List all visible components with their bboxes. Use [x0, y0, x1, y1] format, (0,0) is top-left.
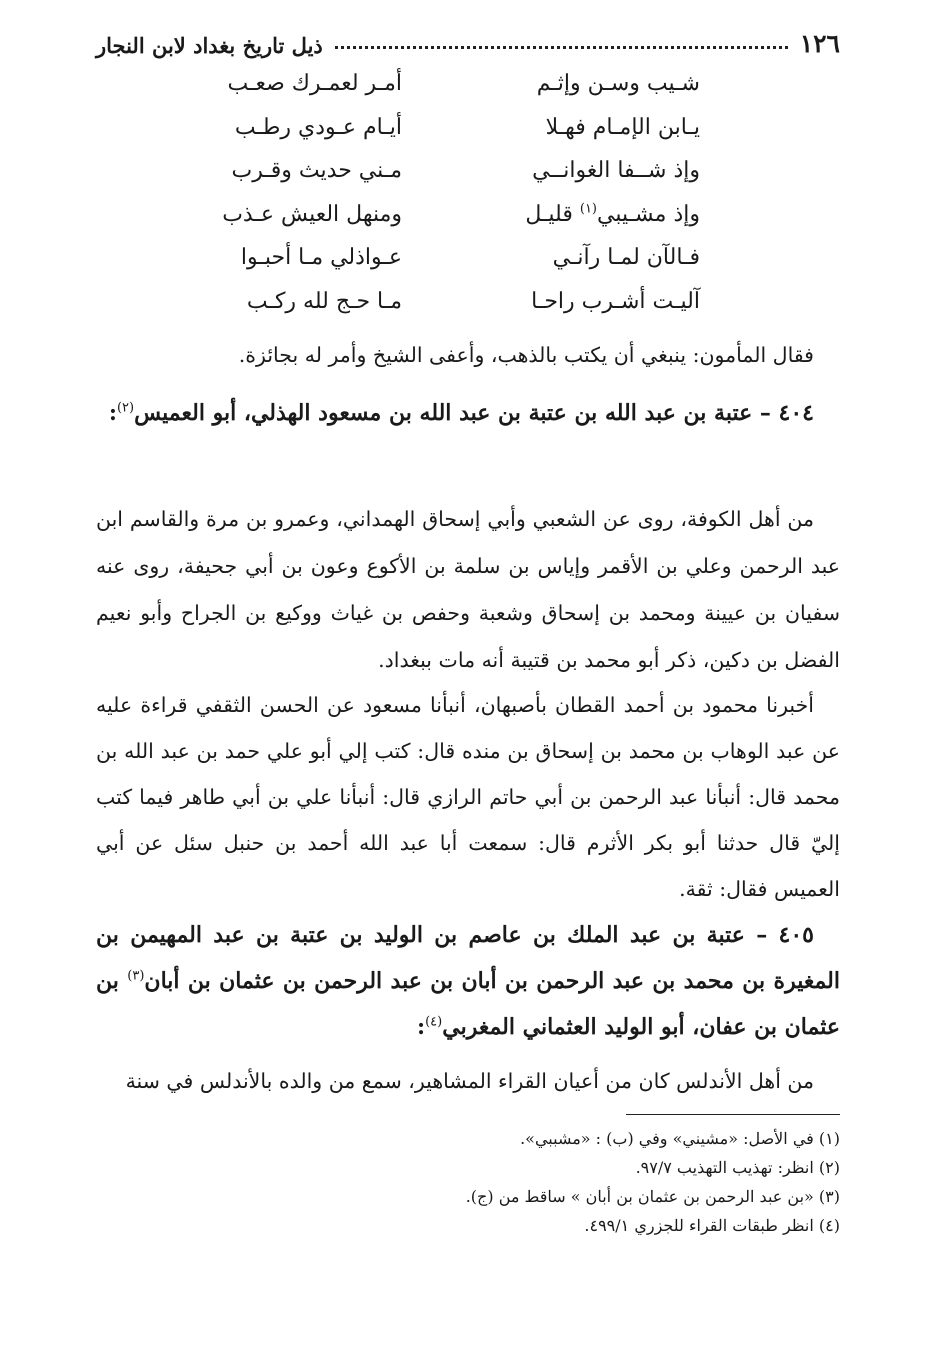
footnote: (٢) انظر: تهذيب التهذيب ٩٧/٧. [635, 1158, 840, 1177]
entry-heading-text: ٤٠٥ – عتبة بن عبد الملك بن عاصم بن الوليد بن عتبة بن عبد المهيمن بن المغيرة بن محمد بن عبد الرحمن بن أبان بن عبد الرحمن بن عثمان بن أبان [96, 922, 840, 994]
footnote-ref: (٤) [425, 1014, 443, 1030]
paragraph: فقال المأمون: ينبغي أن يكتب بالذهب، وأعفى الشيخ وأمر له بجائزة. [238, 343, 814, 367]
verse-second-hemistich: مـا حـج لله ركـب [246, 288, 402, 314]
poem [160, 62, 700, 323]
running-title: ذيل تاريخ بغداد لابن النجار [96, 33, 323, 58]
footnote-separator [626, 1114, 840, 1115]
verse-first-hemistich: شـيب وسـن وإثـم [536, 71, 700, 97]
verse-second-hemistich: أمـر لعمـرك صعـب [227, 71, 402, 97]
footnotes [96, 1124, 840, 1240]
verse-first-hemistich: وإذ شــفا الغوانــي [532, 158, 700, 184]
heading-colon: : [416, 1014, 426, 1040]
verse-first-hemistich: يـابن الإمـام فهـلا [545, 114, 700, 140]
poem-verse [160, 193, 700, 237]
verse-first-hemistich [462, 202, 700, 227]
entry-405-body [96, 1058, 840, 1104]
entry-heading [96, 390, 840, 436]
footnote-ref: (١) [579, 201, 597, 217]
entry-404-body [96, 496, 840, 684]
verse-second-hemistich: ومنهل العيش عـذب [222, 201, 402, 227]
entry-405 [96, 912, 840, 1050]
verse-first-hemistich: آليـت أشـرب راحـا [531, 288, 700, 314]
poem-verse [160, 62, 700, 106]
paragraph: من أهل الأندلس كان من أعيان القراء المشاهير، سمع من والده بالأندلس في سنة [125, 1069, 814, 1093]
verse-second-hemistich: أيـام عـودي رطـب [234, 114, 402, 140]
page-number: ١٢٦ [799, 29, 840, 58]
verse-first-hemistich: فـالآن لمـا رآنـي [552, 245, 700, 271]
running-header [96, 18, 840, 58]
verse-second-hemistich: مـني حديث وقـرب [231, 158, 402, 184]
poem-verse [160, 280, 700, 324]
heading-colon: : [108, 400, 117, 426]
verse-second-hemistich: عـواذلي مـا أحبـوا [240, 245, 402, 271]
entry-heading-text: بن عثمان بن عفان، أبو الوليد العثماني المغربي [96, 968, 840, 1040]
mamun-block [96, 332, 840, 378]
verse-text: قليـل [525, 201, 580, 227]
footnote: (٣) «بن عبد الرحمن بن عثمان بن أبان » ساقط من (ج). [465, 1187, 840, 1206]
footnote-ref: (٣) [127, 968, 145, 984]
footnote-ref: (٢) [116, 400, 135, 416]
footnote: (١) في الأصل: «مشيني» وفي (ب) : «مشببي». [520, 1129, 840, 1148]
poem-verse [160, 236, 700, 280]
poem-verse [160, 106, 700, 150]
verse-text: وإذ مشـيبي [597, 201, 700, 227]
poem-verse [160, 149, 700, 193]
entry-404-isnad [96, 682, 840, 912]
entry-404 [96, 390, 840, 436]
paragraph: أخبرنا محمود بن أحمد القطان بأصبهان، أنبأنا مسعود عن الحسن الثقفي قراءة عليه عن عبد الوهاب بن محمد بن إسحاق بن منده قال: كتب إلي أبو علي حمد بن عبد الله بن محمد قال: أنبأنا عبد الرحمن بن أبي حاتم الرازي قال: أنبأنا علي بن أبي طاهر فيما كتب إليّ قال حدثنا أبو بكر الأثرم قال: سمعت أبا عبد الله أحمد بن حنبل سئل عن أبي العميس فقال: ثقة. [96, 693, 840, 901]
header-dot-leader [335, 46, 788, 49]
paragraph: من أهل الكوفة، روى عن الشعبي وأبي إسحاق الهمداني، وعمرو بن مرة والقاسم ابن عبد الرحمن وعلي بن الأقمر وإياس بن سلمة بن الأكوع وعون بن أبي جحيفة، روى عنه سفيان بن عيينة ومحمد بن إسحاق وشعبة وحفص بن غياث ووكيع بن الجراح وأبو نعيم الفضل بن دكين، ذكر أبو محمد بن قتيبة أنه مات ببغداد. [96, 507, 840, 672]
entry-heading [96, 912, 840, 1050]
entry-heading-text: ٤٠٤ – عتبة بن عبد الله بن عتبة بن عبد الله بن مسعود الهذلي، أبو العميس [134, 400, 814, 426]
footnote: (٤) انظر طبقات القراء للجزري ٤٩٩/١. [584, 1216, 840, 1235]
